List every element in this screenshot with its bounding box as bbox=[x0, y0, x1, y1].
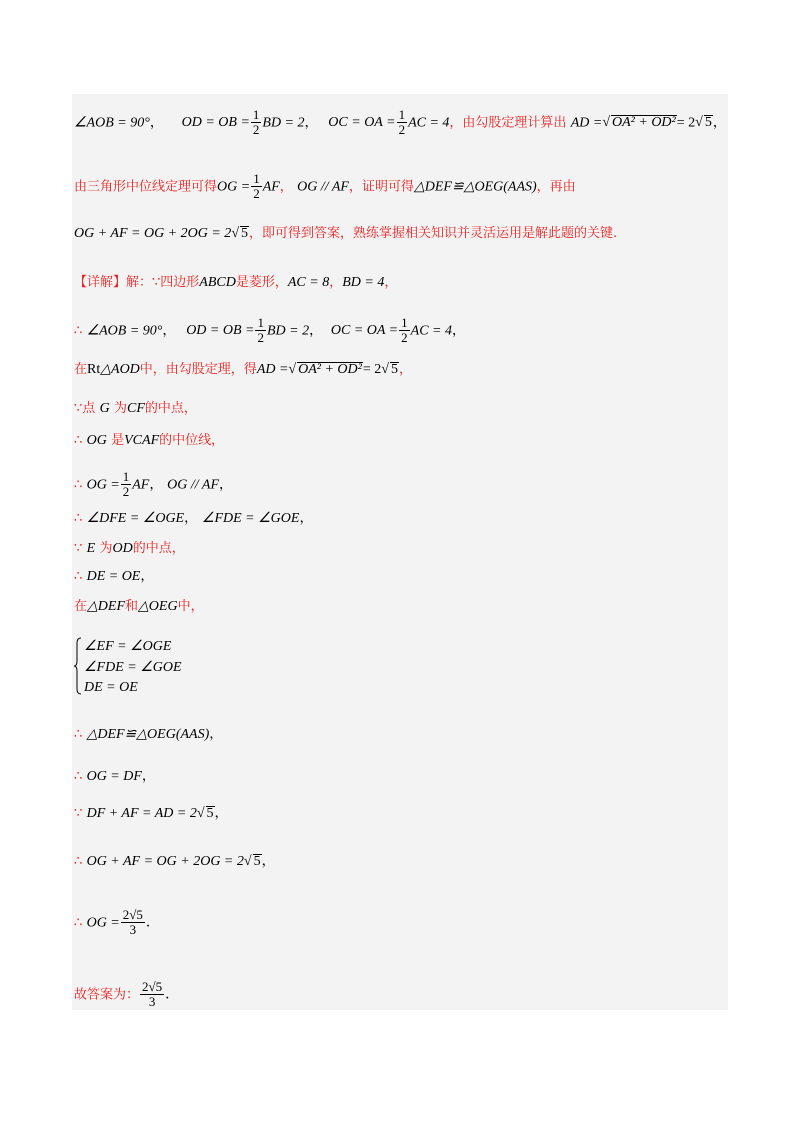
line-10: ∴ ∠DFE = ∠OGE， ∠FDE = ∠GOE， bbox=[74, 510, 313, 526]
answer-line: 故答案为： $\frac{2√5}{3}$ . bbox=[74, 979, 170, 1010]
answer-fraction: $\frac{2√5}{3}$ bbox=[142, 979, 163, 1010]
line-6: 在Rt△AOD中，由勾股定理，得AD =√ OA² + OD²= 2√ 5， bbox=[74, 362, 412, 377]
answer-label: 故答案为： bbox=[74, 987, 140, 1003]
line-9: ∴ OG = $\frac{1}{2}$ AF， OG // AF， bbox=[74, 469, 233, 500]
detail-header: 【详解】解：∵四边形ABCD是菱形，AC = 8，BD = 4， bbox=[74, 275, 398, 290]
line-13: 在△DEF和△OEG中， bbox=[74, 599, 204, 614]
line-og-result: ∴ OG = $\frac{2√5}{3}$ . bbox=[74, 907, 151, 938]
line-og-af: ∴ OG + AF = OG + 2OG = 2√ 5， bbox=[74, 853, 276, 869]
line-8: ∴ OG 是VCAF的中位线， bbox=[74, 433, 225, 448]
line-1: ∠AOB = 90°， OD = OB = $\frac{1}{2}$ BD = 2， OC = OA = $\frac{1}{2}$ AC = 4，由勾股定理计算出 AD =√ OA² + OD²= 2√ 5， bbox=[74, 107, 727, 138]
angle-aob: ∠AOB = 90° bbox=[74, 115, 150, 131]
system-eq-1: ∠EF = ∠OGE bbox=[84, 639, 172, 654]
congruence-statement: △DEF≌△OEG(AAS) bbox=[413, 179, 537, 195]
line-congruence: ∴ △DEF≌△OEG(AAS)， bbox=[74, 726, 223, 742]
fraction-half: $\frac{1}{2}$ bbox=[252, 107, 260, 138]
line-2: 由三角形中位线定理可得OG = $\frac{1}{2}$ AF， OG // AF，证明可得△DEF≌△OEG(AAS)，再由 bbox=[74, 171, 576, 202]
system-eq-2: ∠FDE = ∠GOE bbox=[84, 660, 182, 675]
left-brace bbox=[74, 637, 82, 695]
system-eq-3: DE = OE bbox=[84, 680, 138, 695]
line-12: ∴ DE = OE， bbox=[74, 568, 154, 584]
line-7: ∵点 G 为CF的中点， bbox=[74, 401, 197, 416]
line-5: ∴ ∠AOB = 90°， OD = OB = $\frac{1}{2}$ BD = 2， OC = OA = $\frac{1}{2}$ AC = 4， bbox=[74, 315, 466, 346]
detail-label: 【详解】 bbox=[74, 275, 127, 290]
line-df-af: ∵ DF + AF = AD = 2√ 5， bbox=[74, 805, 229, 821]
line-og-df: ∴ OG = DF， bbox=[74, 768, 156, 784]
result-fraction: $\frac{2√5}{3}$ bbox=[122, 907, 143, 938]
line-11: ∵ E 为OD的中点， bbox=[74, 541, 185, 556]
line-3: OG + AF = OG + 2OG = 2√ 5，即可得到答案，熟练掌握相关知识并灵活运用是解此题的关键. bbox=[74, 226, 618, 241]
